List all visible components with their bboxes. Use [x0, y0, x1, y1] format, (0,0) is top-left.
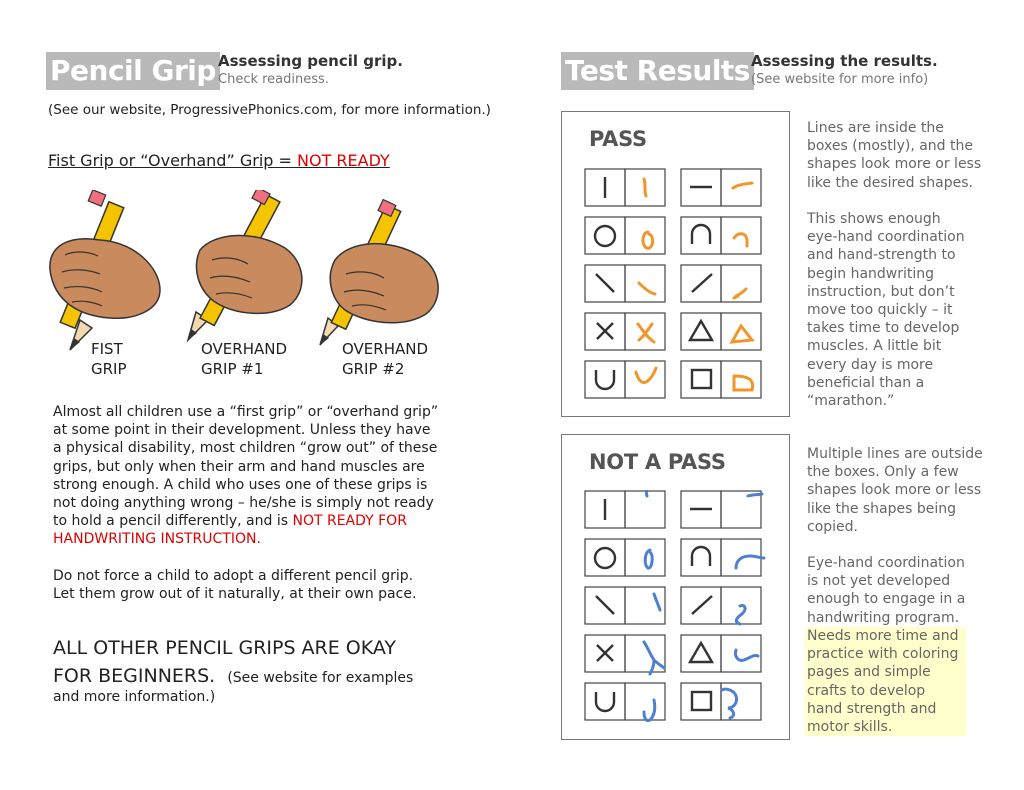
description-line: the boxes. Only a few — [807, 464, 959, 481]
grip-label-line: OVERHAND — [201, 340, 288, 358]
fail-explanation — [807, 554, 965, 627]
description-line: motor skills. — [807, 719, 893, 736]
other-grips-okay — [53, 634, 413, 692]
do-not-force-paragraph — [53, 567, 416, 603]
left-subnote: Check readiness. — [218, 72, 329, 87]
pass-explanation — [807, 210, 965, 410]
right-subtitle: Assessing the results. — [751, 52, 938, 70]
description-line: crafts to develop — [807, 682, 926, 699]
description-line: instruction, but don’t — [807, 283, 955, 300]
grip-label-line: GRIP — [91, 360, 127, 378]
grip-explanation-paragraph — [53, 403, 438, 549]
description-line: like the shapes being — [807, 500, 957, 517]
paragraph-line — [53, 512, 438, 530]
grip-label-overhand-1 — [201, 339, 287, 379]
overhand-grip-2-illustration — [320, 200, 438, 345]
description-line: move too quickly – it — [807, 302, 953, 319]
okay-heading-line: ALL OTHER PENCIL GRIPS ARE OKAY — [53, 637, 397, 659]
okay-note-continued: and more information.) — [53, 689, 216, 705]
fist-grip-heading — [48, 151, 390, 170]
paragraph-line: a physical disability, most children “grow out” of these — [53, 440, 438, 457]
description-line: and hand-strength to — [807, 247, 956, 264]
description-line: This shows enough — [807, 211, 941, 227]
grip-label-line: FIST — [91, 340, 123, 358]
description-line: eye-hand coordination — [807, 229, 965, 246]
okay-heading-text: FOR BEGINNERS. — [53, 665, 216, 687]
description-line: handwriting program. — [807, 609, 960, 626]
paragraph-line: Do not force a child to adopt a different pencil grip. — [53, 568, 414, 584]
grip-label-line: OVERHAND — [342, 340, 429, 358]
description-line: muscles. A little bit — [807, 338, 942, 355]
description-line: boxes (mostly), and the — [807, 138, 973, 155]
website-note: (See our website, ProgressivePhonics.com, for more information.) — [48, 102, 491, 118]
not-ready-warning: NOT READY FOR — [292, 513, 407, 530]
fist-grip-illustration — [50, 190, 160, 350]
paragraph-tail: to hold a pencil differently, and is — [53, 513, 293, 530]
left-page-title: Pencil Grip — [46, 52, 220, 90]
description-line: practice with coloring — [807, 646, 959, 663]
fist-grip-status: NOT READY — [297, 151, 390, 170]
description-line: is not yet developed — [807, 573, 951, 590]
grip-label-overhand-2 — [342, 339, 428, 379]
description-line: begin handwriting — [807, 265, 935, 282]
grip-label-line: GRIP #2 — [342, 360, 405, 378]
not-ready-warning-cont: HANDWRITING INSTRUCTION. — [53, 531, 261, 548]
fist-grip-heading-text: Fist Grip or “Overhand” Grip = — [48, 151, 297, 170]
description-line: shapes look more or less — [807, 156, 982, 173]
description-line: beneficial than a — [807, 374, 925, 391]
description-line: Multiple lines are outside — [807, 446, 983, 462]
description-line: Needs more time and — [807, 628, 959, 644]
description-line: every day is more — [807, 356, 934, 373]
paragraph-line: grips, but only when their arm and hand muscles are — [53, 458, 425, 475]
right-page-title: Test Results — [561, 52, 754, 90]
pass-shape-grid — [584, 168, 766, 400]
fail-shape-grid — [584, 490, 766, 722]
paragraph-line: not doing anything wrong – he/she is simply not ready — [53, 495, 434, 512]
description-line: like the desired shapes. — [807, 174, 973, 191]
pass-description — [807, 119, 981, 192]
paragraph-line: Almost all children use a “first grip” or “overhand grip” — [53, 404, 439, 420]
fail-recommendation-highlight — [805, 627, 966, 736]
description-line: Eye-hand coordination — [807, 555, 965, 571]
description-line: hand strength and — [807, 700, 937, 717]
fail-description — [807, 445, 983, 536]
left-subtitle: Assessing pencil grip. — [218, 52, 403, 70]
description-line: enough to engage in a — [807, 591, 966, 608]
okay-note: (See website for examples — [227, 670, 414, 686]
overhand-grip-1-illustration — [188, 190, 302, 340]
pass-title: PASS — [589, 127, 647, 151]
right-subnote: (See website for more info) — [751, 72, 929, 87]
description-line: Lines are inside the — [807, 120, 944, 136]
description-line: shapes look more or less — [807, 482, 982, 499]
description-line: takes time to develop — [807, 320, 960, 337]
description-line: “marathon.” — [807, 393, 895, 410]
paragraph-line: at some point in their development. Unless they have — [53, 422, 431, 439]
paragraph-line: strong enough. A child who uses one of these grips is — [53, 476, 428, 493]
description-line: pages and simple — [807, 664, 931, 681]
grip-label-fist — [91, 339, 127, 379]
fail-title: NOT A PASS — [589, 450, 726, 474]
description-line: copied. — [807, 518, 858, 535]
pencil-grip-illustrations — [40, 190, 460, 360]
grip-label-line: GRIP #1 — [201, 360, 264, 378]
paragraph-line: Let them grow out of it naturally, at their own pace. — [53, 586, 417, 603]
